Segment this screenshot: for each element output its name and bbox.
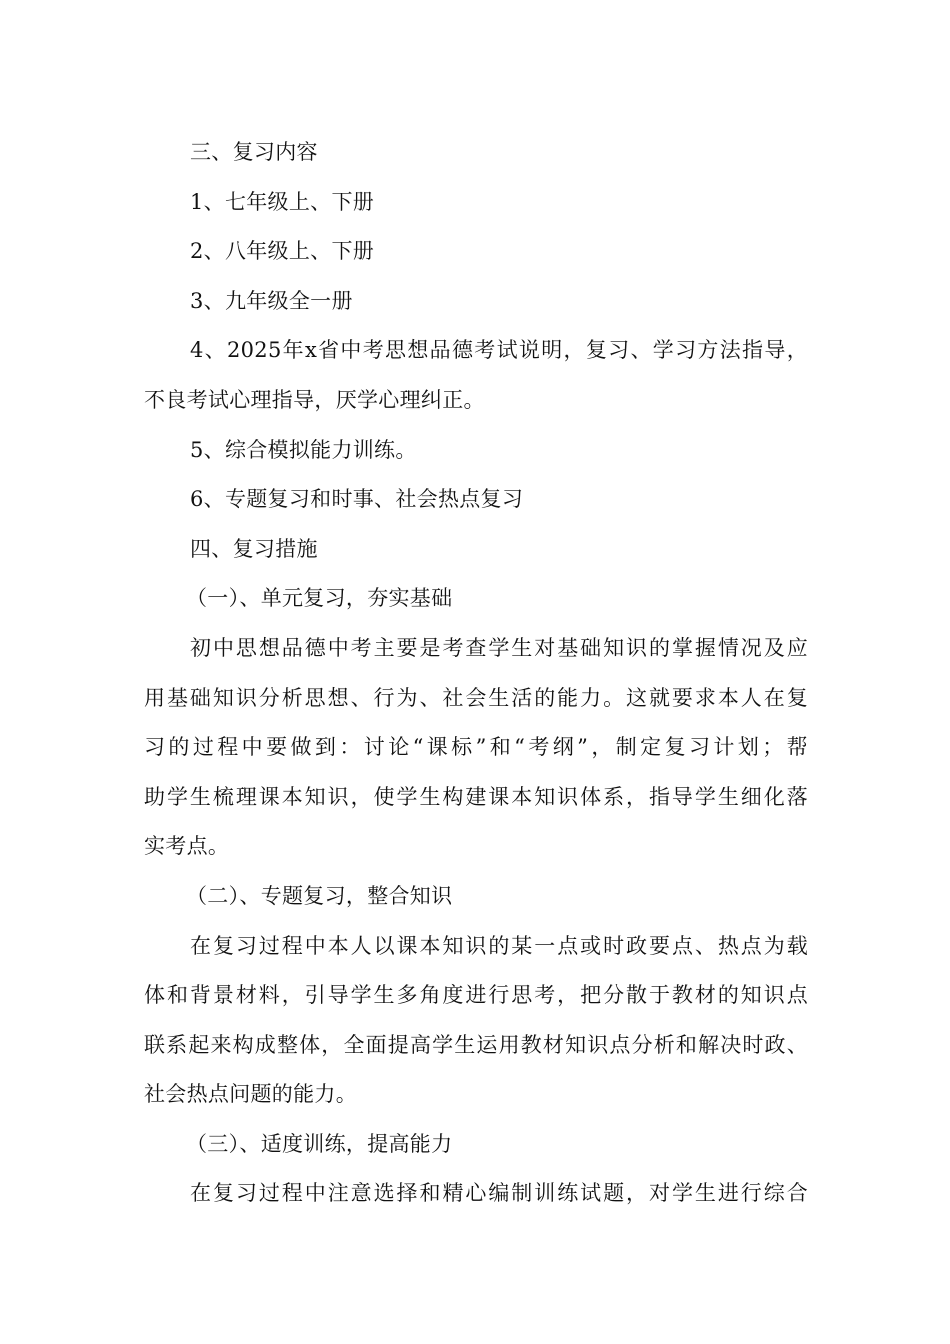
list-item: 4、2025年x省中考思想品德考试说明，复习、学习方法指导，: [190, 338, 808, 363]
subsection-heading: （二）、专题复习，整合知识: [186, 883, 453, 908]
paragraph-line: 习的过程中要做到：讨论“课标”和“考纲”，制定复习计划；帮: [144, 735, 808, 760]
subsection-heading: （三）、适度训练，提高能力: [186, 1131, 453, 1156]
section-heading-review-content: 三、复习内容: [190, 140, 318, 164]
list-item-continuation: 不良考试心理指导，厌学心理纠正。: [144, 387, 485, 412]
paragraph-line: 社会热点问题的能力。: [144, 1082, 357, 1107]
subsection-heading: （一）、单元复习，夯实基础: [186, 586, 453, 611]
document-body: [144, 128, 808, 1219]
paragraph-line: 体和背景材料，引导学生多角度进行思考，把分散于教材的知识点: [144, 983, 808, 1008]
paragraph-line: 初中思想品德中考主要是考查学生对基础知识的掌握情况及应: [190, 635, 808, 660]
list-item: 2、八年级上、下册: [190, 239, 375, 264]
paragraph-line: 实考点。: [144, 834, 230, 859]
paragraph-line: 在复习过程中本人以课本知识的某一点或时政要点、热点为载: [190, 933, 808, 958]
list-item: 6、专题复习和时事、社会热点复习: [190, 487, 524, 512]
list-item: 3、九年级全一册: [190, 288, 353, 313]
paragraph-line: 联系起来构成整体，全面提高学生运用教材知识点分析和解决时政、: [144, 1032, 808, 1057]
section-heading-review-measures: 四、复习措施: [190, 536, 318, 561]
list-item: 5、综合模拟能力训练。: [190, 437, 417, 462]
paragraph-line: 在复习过程中注意选择和精心编制训练试题，对学生进行综合: [190, 1181, 808, 1206]
paragraph-line: 助学生梳理课本知识，使学生构建课本知识体系，指导学生细化落: [144, 784, 808, 809]
list-item: 1、七年级上、下册: [190, 189, 375, 214]
paragraph-line: 用基础知识分析思想、行为、社会生活的能力。这就要求本人在复: [144, 685, 808, 710]
